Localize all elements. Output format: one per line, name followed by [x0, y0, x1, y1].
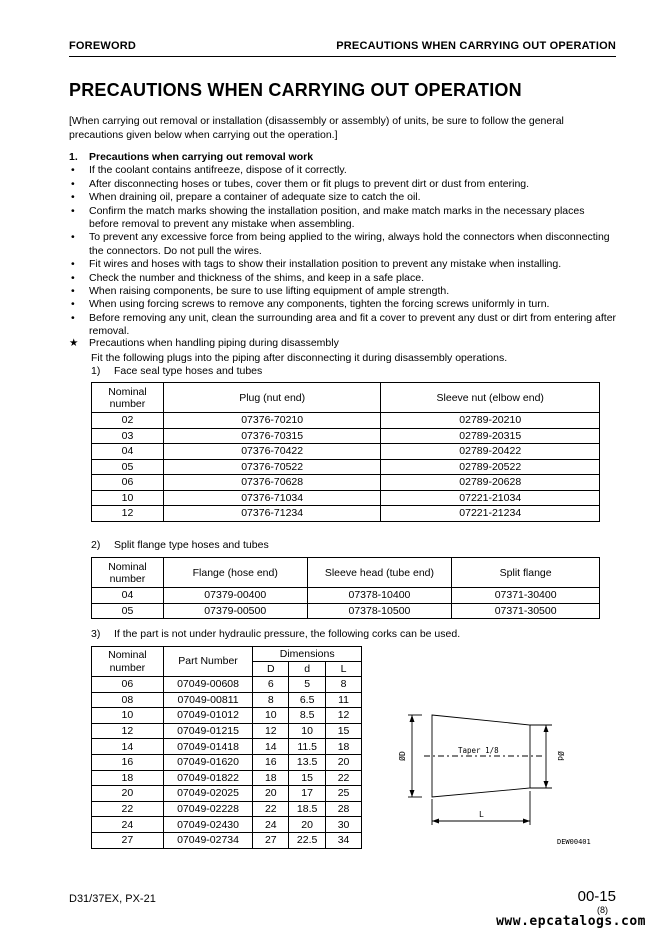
- bullet-icon: •: [71, 231, 75, 244]
- table-cell: 11: [326, 692, 362, 708]
- table-row: [92, 444, 600, 460]
- list-item: [69, 298, 617, 311]
- length-label: L: [479, 810, 484, 819]
- caption-number: 1): [91, 365, 101, 377]
- table-row: [92, 428, 600, 444]
- table-cell: 10: [253, 708, 289, 724]
- table-row: [92, 588, 600, 604]
- bullet-icon: •: [71, 311, 75, 324]
- table-cell: 07378-10400: [307, 588, 452, 604]
- table-cell: 18.5: [289, 801, 326, 817]
- table-cell: 02789-20210: [381, 413, 600, 429]
- table-cell: 07376-70315: [163, 428, 381, 444]
- table-cell: 22: [92, 801, 164, 817]
- table-cell: 16: [253, 754, 289, 770]
- list-item: [69, 178, 617, 191]
- bullet-icon: •: [71, 258, 75, 271]
- table-cell: 22.5: [289, 832, 326, 848]
- table-cell: 6.5: [289, 692, 326, 708]
- list-item-text: When raising components, be sure to use lifting equipment of ample strength.: [89, 285, 450, 298]
- list-item: [69, 164, 617, 177]
- table-cell: 16: [92, 754, 164, 770]
- list-item-text: Confirm the match marks showing the installation position, and make match marks in the necessary places before removal to prevent any mistake when assembling.: [89, 204, 585, 231]
- caption-text: If the part is not under hydraulic pressure, the following corks can be used.: [114, 628, 461, 640]
- table-row: [92, 413, 600, 429]
- bullet-icon: •: [71, 204, 75, 217]
- table-cell: 02789-20628: [381, 475, 600, 491]
- table-cell: 07221-21034: [381, 490, 600, 506]
- list-item-text: Fit wires and hoses with tags to show their installation position to prevent any mistake when installing.: [89, 258, 562, 271]
- footer-page-number: 00-15: [577, 888, 616, 905]
- watermark-link[interactable]: www.epcatalogs.com: [496, 914, 646, 929]
- table-cell: 07049-02734: [163, 832, 253, 848]
- cork-taper-diagram: [390, 705, 620, 855]
- table-cell: 14: [92, 739, 164, 755]
- list-item: [69, 231, 617, 258]
- column-header: Nominal number: [92, 647, 164, 677]
- bullet-list: [69, 164, 617, 338]
- piping-heading-text: Precautions when handling piping during disassembly: [89, 337, 339, 349]
- table-body: [92, 588, 600, 619]
- caption-text: Face seal type hoses and tubes: [114, 365, 263, 377]
- table-header-row: [92, 647, 362, 662]
- table-row: [92, 490, 600, 506]
- table-cell: 27: [253, 832, 289, 848]
- column-header: Part Number: [163, 647, 253, 677]
- list-item-text: Before removing any unit, clean the surrounding area and fit a cover to prevent any dust or dirt from entering after removal.: [89, 311, 617, 338]
- table-cell: 8: [326, 677, 362, 693]
- table-cell: 07049-01620: [163, 754, 253, 770]
- arrow-head: [523, 819, 530, 824]
- bullet-icon: •: [71, 191, 75, 204]
- table-row: [92, 801, 362, 817]
- split-flange-table: [91, 557, 600, 619]
- table-cell: 25: [326, 786, 362, 802]
- bullet-icon: •: [71, 271, 75, 284]
- column-header: Split flange: [452, 558, 600, 588]
- table-cell: 05: [92, 459, 164, 475]
- table-cell: 06: [92, 677, 164, 693]
- table-row: [92, 603, 600, 619]
- table-cell: 07379-00400: [163, 588, 307, 604]
- table-row: [92, 692, 362, 708]
- diagram-code: DEW00401: [557, 838, 591, 846]
- table-cell: 18: [92, 770, 164, 786]
- bullet-icon: •: [71, 298, 75, 311]
- table-cell: 07049-02430: [163, 817, 253, 833]
- column-header: L: [326, 662, 362, 677]
- table-cell: 07371-30500: [452, 603, 600, 619]
- table3-caption: [91, 628, 460, 640]
- table-cell: 02789-20315: [381, 428, 600, 444]
- table-body: [92, 677, 362, 849]
- table-cell: 18: [326, 739, 362, 755]
- list-item: [69, 272, 617, 285]
- table-cell: 07376-70522: [163, 459, 381, 475]
- column-header: d: [289, 662, 326, 677]
- table-header-row: [92, 383, 600, 413]
- table-cell: 24: [253, 817, 289, 833]
- list-item: [69, 285, 617, 298]
- list-item-text: When draining oil, prepare a container of adequate size to catch the oil.: [89, 191, 421, 204]
- list-item-text: Check the number and thickness of the shims, and keep in a safe place.: [89, 271, 425, 284]
- list-item: [69, 258, 617, 271]
- column-header: D: [253, 662, 289, 677]
- table-cell: 12: [253, 723, 289, 739]
- table-row: [92, 786, 362, 802]
- table-cell: 07049-01822: [163, 770, 253, 786]
- table-row: [92, 475, 600, 491]
- table-cell: 22: [326, 770, 362, 786]
- table-cell: 5: [289, 677, 326, 693]
- table-cell: 02789-20422: [381, 444, 600, 460]
- column-header: Dimensions: [253, 647, 362, 662]
- section-heading-text: Precautions when carrying out removal work: [89, 151, 314, 163]
- table-cell: 07376-70628: [163, 475, 381, 491]
- list-item: [69, 312, 617, 339]
- table-cell: 8: [253, 692, 289, 708]
- table-cell: 30: [326, 817, 362, 833]
- table-cell: 20: [92, 786, 164, 802]
- arrow-head: [544, 781, 549, 788]
- table-cell: 12: [326, 708, 362, 724]
- table-cell: 20: [253, 786, 289, 802]
- list-item-text: If the coolant contains antifreeze, dispose of it correctly.: [89, 164, 347, 177]
- table-cell: 8.5: [289, 708, 326, 724]
- bullet-icon: •: [71, 177, 75, 190]
- table-cell: 12: [92, 506, 164, 522]
- column-header: Nominal number: [92, 558, 164, 588]
- caption-number: 3): [91, 628, 101, 640]
- table-cell: 07376-71034: [163, 490, 381, 506]
- table-row: [92, 739, 362, 755]
- table-cell: 07371-30400: [452, 588, 600, 604]
- table-cell: 20: [289, 817, 326, 833]
- table-cell: 07049-01012: [163, 708, 253, 724]
- table-cell: 02: [92, 413, 164, 429]
- star-icon: ★: [69, 337, 79, 349]
- arrow-head: [410, 715, 415, 722]
- arrow-head: [410, 790, 415, 797]
- table-cell: 05: [92, 603, 164, 619]
- table-cell: 24: [92, 817, 164, 833]
- footer-revision: (8): [597, 905, 608, 915]
- table-row: [92, 723, 362, 739]
- table-cell: 07221-21234: [381, 506, 600, 522]
- list-item: [69, 191, 617, 204]
- table-cell: 10: [92, 708, 164, 724]
- table-row: [92, 754, 362, 770]
- arrow-head: [544, 725, 549, 732]
- table-cell: 12: [92, 723, 164, 739]
- table-row: [92, 459, 600, 475]
- section-heading: [69, 151, 617, 164]
- table-cell: 02789-20522: [381, 459, 600, 475]
- table-body: [92, 413, 600, 522]
- intro-paragraph: [When carrying out removal or installation (disassembly or assembly) of units, be sure to follow the general precautions given below when carrying out the operation.]: [69, 115, 564, 141]
- bullet-icon: •: [71, 285, 75, 298]
- table-cell: 07049-01418: [163, 739, 253, 755]
- header-section-label: FOREWORD: [69, 40, 136, 52]
- removal-precautions: [69, 151, 617, 339]
- table-cell: 04: [92, 588, 164, 604]
- table-row: [92, 832, 362, 848]
- table-cell: 07376-71234: [163, 506, 381, 522]
- header-page-title: PRECAUTIONS WHEN CARRYING OUT OPERATION: [336, 40, 616, 52]
- table-row: [92, 817, 362, 833]
- table-row: [92, 677, 362, 693]
- footer-model: D31/37EX, PX-21: [69, 893, 156, 905]
- table-cell: 07049-02228: [163, 801, 253, 817]
- caption-number: 2): [91, 539, 101, 551]
- table-cell: 08: [92, 692, 164, 708]
- table-row: [92, 770, 362, 786]
- table-cell: 07049-02025: [163, 786, 253, 802]
- column-header: Flange (hose end): [163, 558, 307, 588]
- list-item-text: When using forcing screws to remove any components, tighten the forcing screws uniformly in turn.: [89, 298, 550, 311]
- table-cell: 07376-70422: [163, 444, 381, 460]
- cork-table: [91, 646, 362, 849]
- table-cell: 17: [289, 786, 326, 802]
- taper-label: Taper 1/8: [458, 746, 499, 755]
- list-item-text: After disconnecting hoses or tubes, cover them or fit plugs to prevent dirt or dust from entering.: [89, 177, 530, 190]
- table-cell: 27: [92, 832, 164, 848]
- table-cell: 15: [289, 770, 326, 786]
- bullet-icon: •: [71, 164, 75, 177]
- column-header: Sleeve head (tube end): [307, 558, 452, 588]
- column-header: Plug (nut end): [163, 383, 381, 413]
- column-header: Sleeve nut (elbow end): [381, 383, 600, 413]
- table-cell: 18: [253, 770, 289, 786]
- table-cell: 34: [326, 832, 362, 848]
- table-cell: 20: [326, 754, 362, 770]
- table-cell: 13.5: [289, 754, 326, 770]
- table-row: [92, 708, 362, 724]
- table-cell: 04: [92, 444, 164, 460]
- table-cell: 10: [92, 490, 164, 506]
- face-seal-table: [91, 382, 600, 522]
- header-divider: [69, 56, 616, 57]
- table-cell: 28: [326, 801, 362, 817]
- table-cell: 07378-10500: [307, 603, 452, 619]
- table-cell: 07049-00811: [163, 692, 253, 708]
- table-header-row: [92, 558, 600, 588]
- table-cell: 06: [92, 475, 164, 491]
- section-number: 1.: [69, 151, 78, 163]
- table-cell: 07376-70210: [163, 413, 381, 429]
- table-cell: 11.5: [289, 739, 326, 755]
- piping-intro: Fit the following plugs into the piping after disconnecting it during disassembly operations.: [91, 352, 508, 364]
- table-cell: 15: [326, 723, 362, 739]
- table2-caption: [91, 539, 269, 551]
- caption-text: Split flange type hoses and tubes: [114, 539, 269, 551]
- list-item: [69, 205, 617, 232]
- column-header: Nominal number: [92, 383, 164, 413]
- table-cell: 6: [253, 677, 289, 693]
- table-cell: 10: [289, 723, 326, 739]
- page-title: PRECAUTIONS WHEN CARRYING OUT OPERATION: [69, 80, 522, 100]
- piping-precaution-heading: [69, 337, 339, 349]
- table-cell: 07049-01215: [163, 723, 253, 739]
- table-cell: 03: [92, 428, 164, 444]
- list-item-text: To prevent any excessive force from being applied to the wiring, always hold the connectors when disconnecting the connectors. Do not pull the wires.: [89, 231, 610, 257]
- table-cell: 07379-00500: [163, 603, 307, 619]
- table-cell: 07049-00608: [163, 677, 253, 693]
- table-cell: 22: [253, 801, 289, 817]
- big-d-label: ØD: [398, 751, 407, 761]
- table-row: [92, 506, 600, 522]
- table-cell: 14: [253, 739, 289, 755]
- small-d-label: Ød: [556, 751, 565, 761]
- table1-caption: [91, 365, 262, 377]
- arrow-head: [432, 819, 439, 824]
